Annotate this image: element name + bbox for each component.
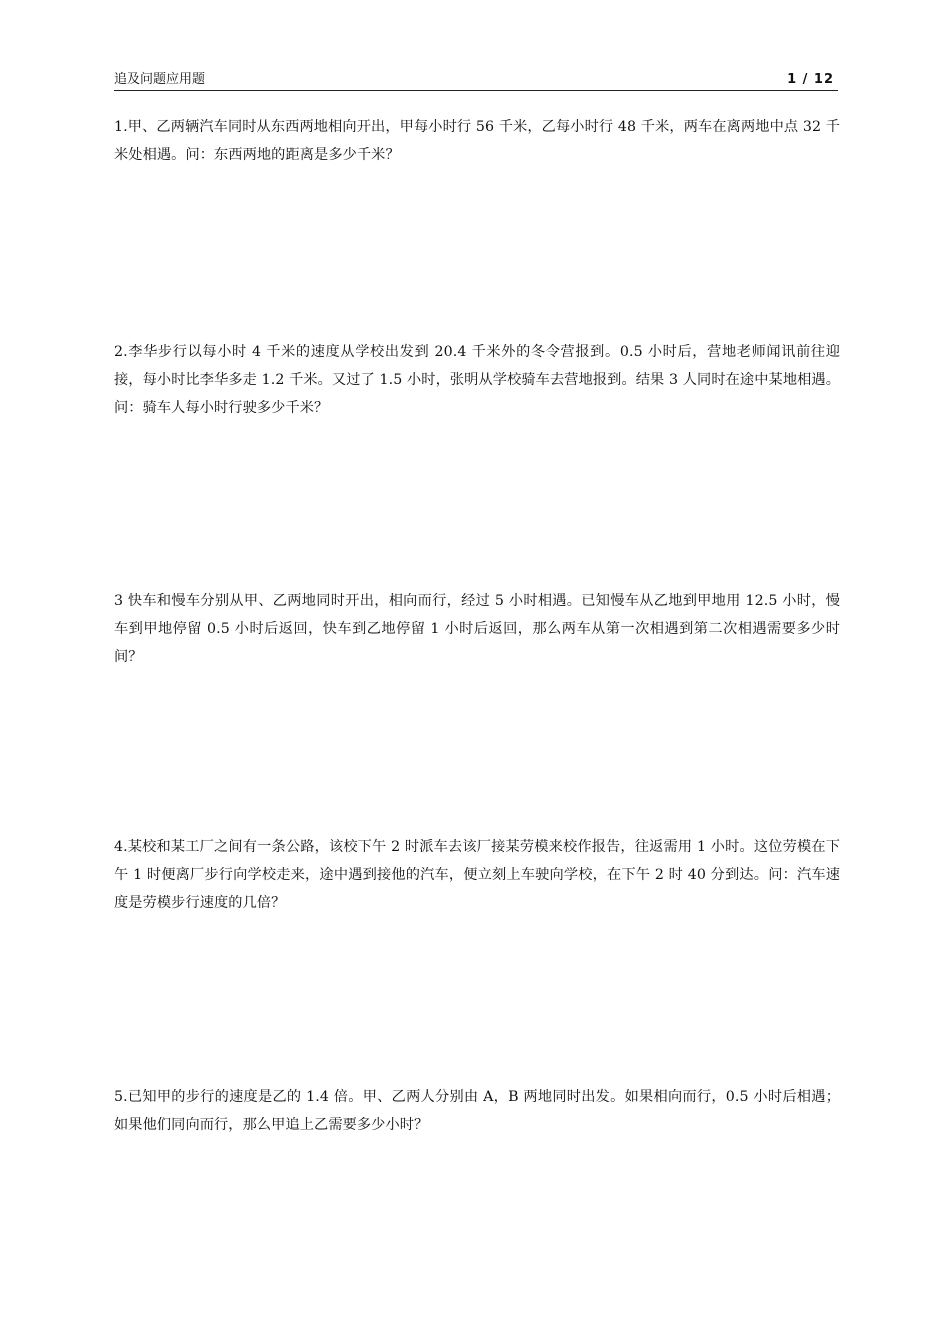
page-indicator: 1 / 12: [787, 72, 834, 87]
question-2: 2.李华步行以每小时 4 千米的速度从学校出发到 20.4 千米外的冬令营报到。0.5 小时后，营地老师闻讯前往迎接，每小时比李华多走 1.2 千米。又过了 1.5 小时，张明从学校骑车去营地报到。结果 3 人同时在途中某地相遇。问：骑车人每小时行驶多少千米？: [114, 344, 840, 416]
question-1: 1.甲、乙两辆汽车同时从东西两地相向开出，甲每小时行 56 千米，乙每小时行 48 千米，两车在离两地中点 32 千米处相遇。问：东西两地的距离是多少千米？: [114, 119, 840, 163]
page-header: [114, 72, 838, 91]
question-3: 3 快车和慢车分别从甲、乙两地同时开出，相向而行，经过 5 小时相遇。已知慢车从乙地到甲地用 12.5 小时，慢车到甲地停留 0.5 小时后返回，快车到乙地停留 1 小时后返回，那么两车从第一次相遇到第二次相遇需要多少时间？: [114, 593, 840, 665]
document-title: 追及问题应用题: [114, 72, 206, 87]
question-5: 5.已知甲的步行的速度是乙的 1.4 倍。甲、乙两人分别由 A，B 两地同时出发。如果相向而行，0.5 小时后相遇；如果他们同向而行，那么甲追上乙需要多少小时？: [114, 1089, 840, 1133]
question-4: 4.某校和某工厂之间有一条公路，该校下午 2 时派车去该厂接某劳模来校作报告，往返需用 1 小时。这位劳模在下午 1 时便离厂步行向学校走来，途中遇到接他的汽车，便立刻上车驶向学校，在下午 2 时 40 分到达。问：汽车速度是劳模步行速度的几倍？: [114, 839, 840, 911]
